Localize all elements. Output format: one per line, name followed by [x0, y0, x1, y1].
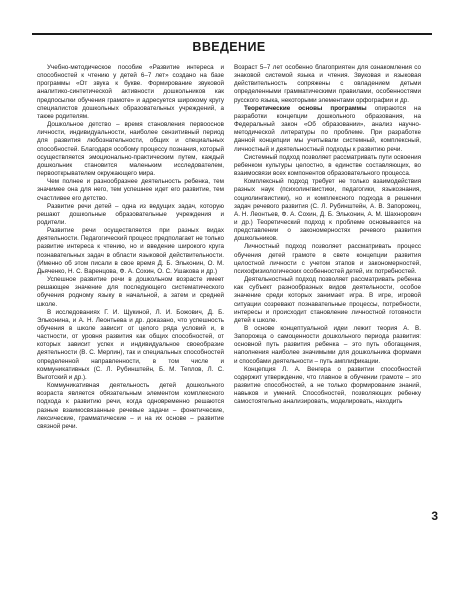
header-rule	[32, 33, 432, 35]
paragraph: Чем полнее и разнообразнее деятельность ребенка, тем значимее она для него, тем успешнее идет его развитие, тем счастливее его детство.	[37, 178, 224, 202]
paragraph: Учебно-методическое пособие «Развитие интереса и способностей к чтению у детей 6–7 лет» создано на базе программы «От звука к букве. Формирование звуковой аналитико-синтетической активности дошкольников как предпосылки обучения грамоте» и адресуется широкому кругу специалистов дошкольных образовательных учреждений, а также родителям.	[37, 64, 224, 120]
paragraph: Возраст 5–7 лет особенно благоприятен для ознакомления со знаковой системой языка и чтения. Звуковая и языковая действительность сопряжены с овладением детьми определенными грамматическими правилами, особенностями русского языка, некоторыми элементами орфографии и др.	[234, 64, 421, 104]
paragraph: Системный подход позволяет рассматривать пути освоения ребенком культуры целостно, в единстве составляющих, во взаимосвязи всех компонентов образовательного процесса.	[234, 153, 421, 178]
paragraph: Развитие речи детей – одна из ведущих задач, которую решают дошкольные образовательные учреждения и родители.	[37, 202, 224, 226]
paragraph: Успешное развитие речи в дошкольном возрасте имеет решающее значение для последующего систематического обучения родному языку в начальной, а затем и средней школе.	[37, 276, 224, 308]
right-column	[234, 64, 421, 407]
paragraph-with-bold-lead: Теоретические основы программы опираются на разработки концепции дошкольного образования, на Федеральный закон «Об образовании», анализ научно-методической литературы по проблеме. При разработке данной концепции мы учитывали системный, комплексный, личностный и деятельностный подходы к развитию речи.	[234, 104, 421, 153]
page-title: ВВЕДЕНИЕ	[192, 40, 266, 54]
paragraph: Личностный подход позволяет рассматривать процесс обучения детей грамоте в свете концепции развития целостной личности с учетом этапов и закономерностей, психофизиологических особенностей детей, их потребностей.	[234, 243, 421, 275]
paragraph: Дошкольное детство – время становления первооснов личности, индивидуальности, наиболее сензитивный период для развития любознательности, общих и специальных способностей. Благодаря особому процессу познания, который осуществляется эмоционально-практическим путем, каждый дошкольник становится маленьким исследователем, первооткрывателем окружающего мира.	[37, 121, 224, 178]
paragraph: Комплексный подход требует не только взаимодействия разных наук (психолингвистики, педагогики, языкознания, социолингвистики), но и комплексного подхода в решении задач речевого развития (С. Л. Рубинштейн, А. В. Запорожец, А. Н. Леонтьев, Ф. А. Сохин, Д. Б. Эльконин, А. М. Шахнорович и др.) Теоретический подход к проблеме основывается на представлении о закономерностях речевого развития дошкольников.	[234, 178, 421, 243]
paragraph: Развитие речи осуществляется при разных видах деятельности. Педагогический процесс предполагает не только развитие интереса к чтению, но и введение широкого круга познавательных задач в области языковой действительности. (Именно об этом писали в свое время Д. Б. Эльконин, О. М. Дьяченко, Н. С. Варенцова, Ф. А. Сохин, О. С. Ушакова и др.)	[37, 227, 224, 275]
paragraph: Деятельностный подход позволяет рассматривать ребенка как субъект разнообразных видов деятельности, особое значение среди которых занимает игра. В игре, игровой ситуации созревают познавательные процессы, потребности, интересы и происходит становление личностной готовности детей к школе.	[234, 276, 421, 324]
paragraph: В основе концептуальной идеи лежит теория А. В. Запорожца о самоценности дошкольного периода развития: основной путь развития ребенка – это путь обогащения, наполнения наиболее значимыми для дошкольника формами и способами деятельности – путь амплификации.	[234, 325, 421, 365]
paragraph: Концепция Л. А. Венгера о развитии способностей содержит утверждение, что главное в обучении грамоте – это развитие способностей, а не только формирование знаний, навыков и умений. Способностей, позволяющих ребенку самостоятельно анализировать, моделировать, находить	[234, 365, 421, 406]
paragraph: В исследованиях Г. И. Щукиной, Л. И. Божович, Д. Б. Эльконина, и А. Н. Леонтьева и др. доказано, что успешность обучения в школе зависит от целого ряда условий и, в частности, от уровня развития как общих способностей, от которых зависит успех и индивидуальное своеобразие деятельности (В. С. Мерлин), так и специальных способностей определенной направленности, в том числе и коммуникативных (С. Л. Рубинштейн, Б. М. Теплов, Л. С. Выготский и др.).	[37, 308, 224, 381]
page-number: 3	[431, 509, 438, 523]
paragraph: Коммуникативная деятельность детей дошкольного возраста является обязательным элементом комплексного подхода к развитию речи, когда одновременно решаются разные взаимосвязанные речевые задачи – фонетические, лексические, грамматические – и на их основе – развитие связной речи.	[37, 382, 224, 430]
bold-lead-text: Теоретические основы программы	[244, 104, 367, 112]
left-column	[37, 64, 224, 431]
